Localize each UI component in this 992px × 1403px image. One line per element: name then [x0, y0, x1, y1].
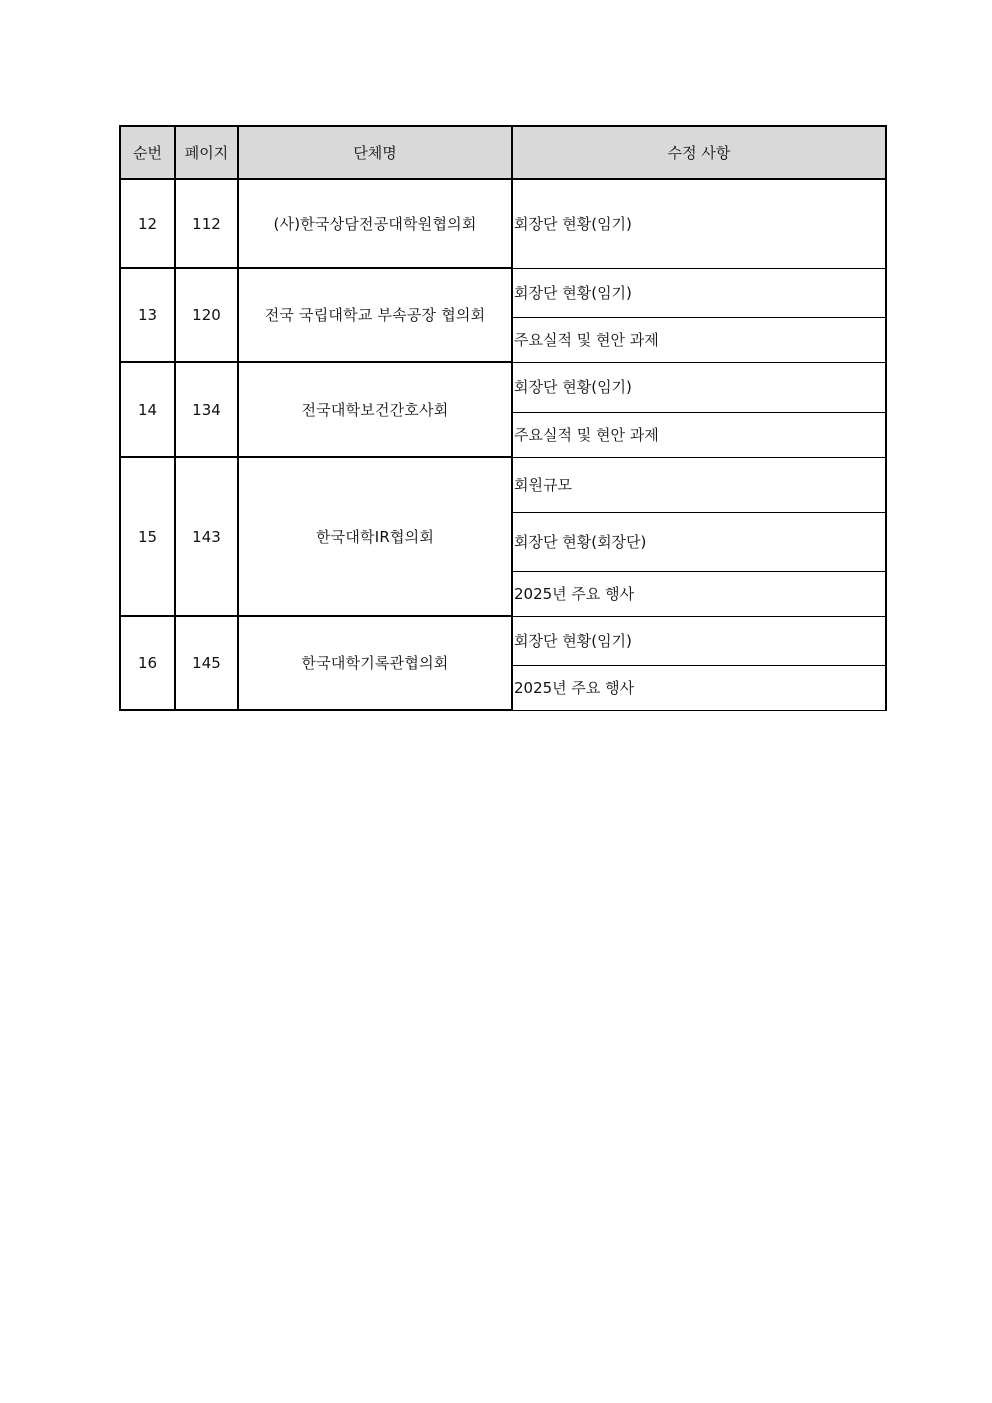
table-row	[120, 179, 886, 268]
row-no: 13	[120, 268, 175, 362]
table-row	[120, 362, 886, 412]
row-org: 한국대학IR협의회	[238, 457, 512, 616]
row-page: 112	[175, 179, 238, 268]
row-fix-item: 주요실적 및 현안 과제	[512, 412, 886, 457]
table-row	[120, 268, 886, 317]
row-page: 120	[175, 268, 238, 362]
header-page: 페이지	[175, 126, 238, 179]
row-page: 145	[175, 616, 238, 710]
row-page: 134	[175, 362, 238, 457]
row-no: 12	[120, 179, 175, 268]
header-org: 단체명	[238, 126, 512, 179]
table-header-row	[120, 126, 886, 179]
row-no: 15	[120, 457, 175, 616]
table-row	[120, 457, 886, 512]
row-fix-item: 회장단 현황(임기)	[512, 362, 886, 412]
row-fix-item: 주요실적 및 현안 과제	[512, 317, 886, 362]
row-fix-item: 회장단 현황(임기)	[512, 268, 886, 317]
header-fix: 수정 사항	[512, 126, 886, 179]
row-no: 14	[120, 362, 175, 457]
table-row	[120, 616, 886, 665]
row-fix-item: 2025년 주요 행사	[512, 665, 886, 710]
row-fix-item: 회원규모	[512, 457, 886, 512]
row-org: 전국대학보건간호사회	[238, 362, 512, 457]
corrections-table	[119, 125, 887, 711]
row-org: 한국대학기록관협의회	[238, 616, 512, 710]
row-org: 전국 국립대학교 부속공장 협의회	[238, 268, 512, 362]
row-page: 143	[175, 457, 238, 616]
row-fix-item: 회장단 현황(회장단)	[512, 512, 886, 571]
row-fix-item: 회장단 현황(임기)	[512, 616, 886, 665]
row-fix-item: 회장단 현황(임기)	[512, 179, 886, 268]
row-no: 16	[120, 616, 175, 710]
row-fix-item: 2025년 주요 행사	[512, 571, 886, 616]
header-no: 순번	[120, 126, 175, 179]
corrections-sheet	[119, 125, 885, 711]
row-org: (사)한국상담전공대학원협의회	[238, 179, 512, 268]
